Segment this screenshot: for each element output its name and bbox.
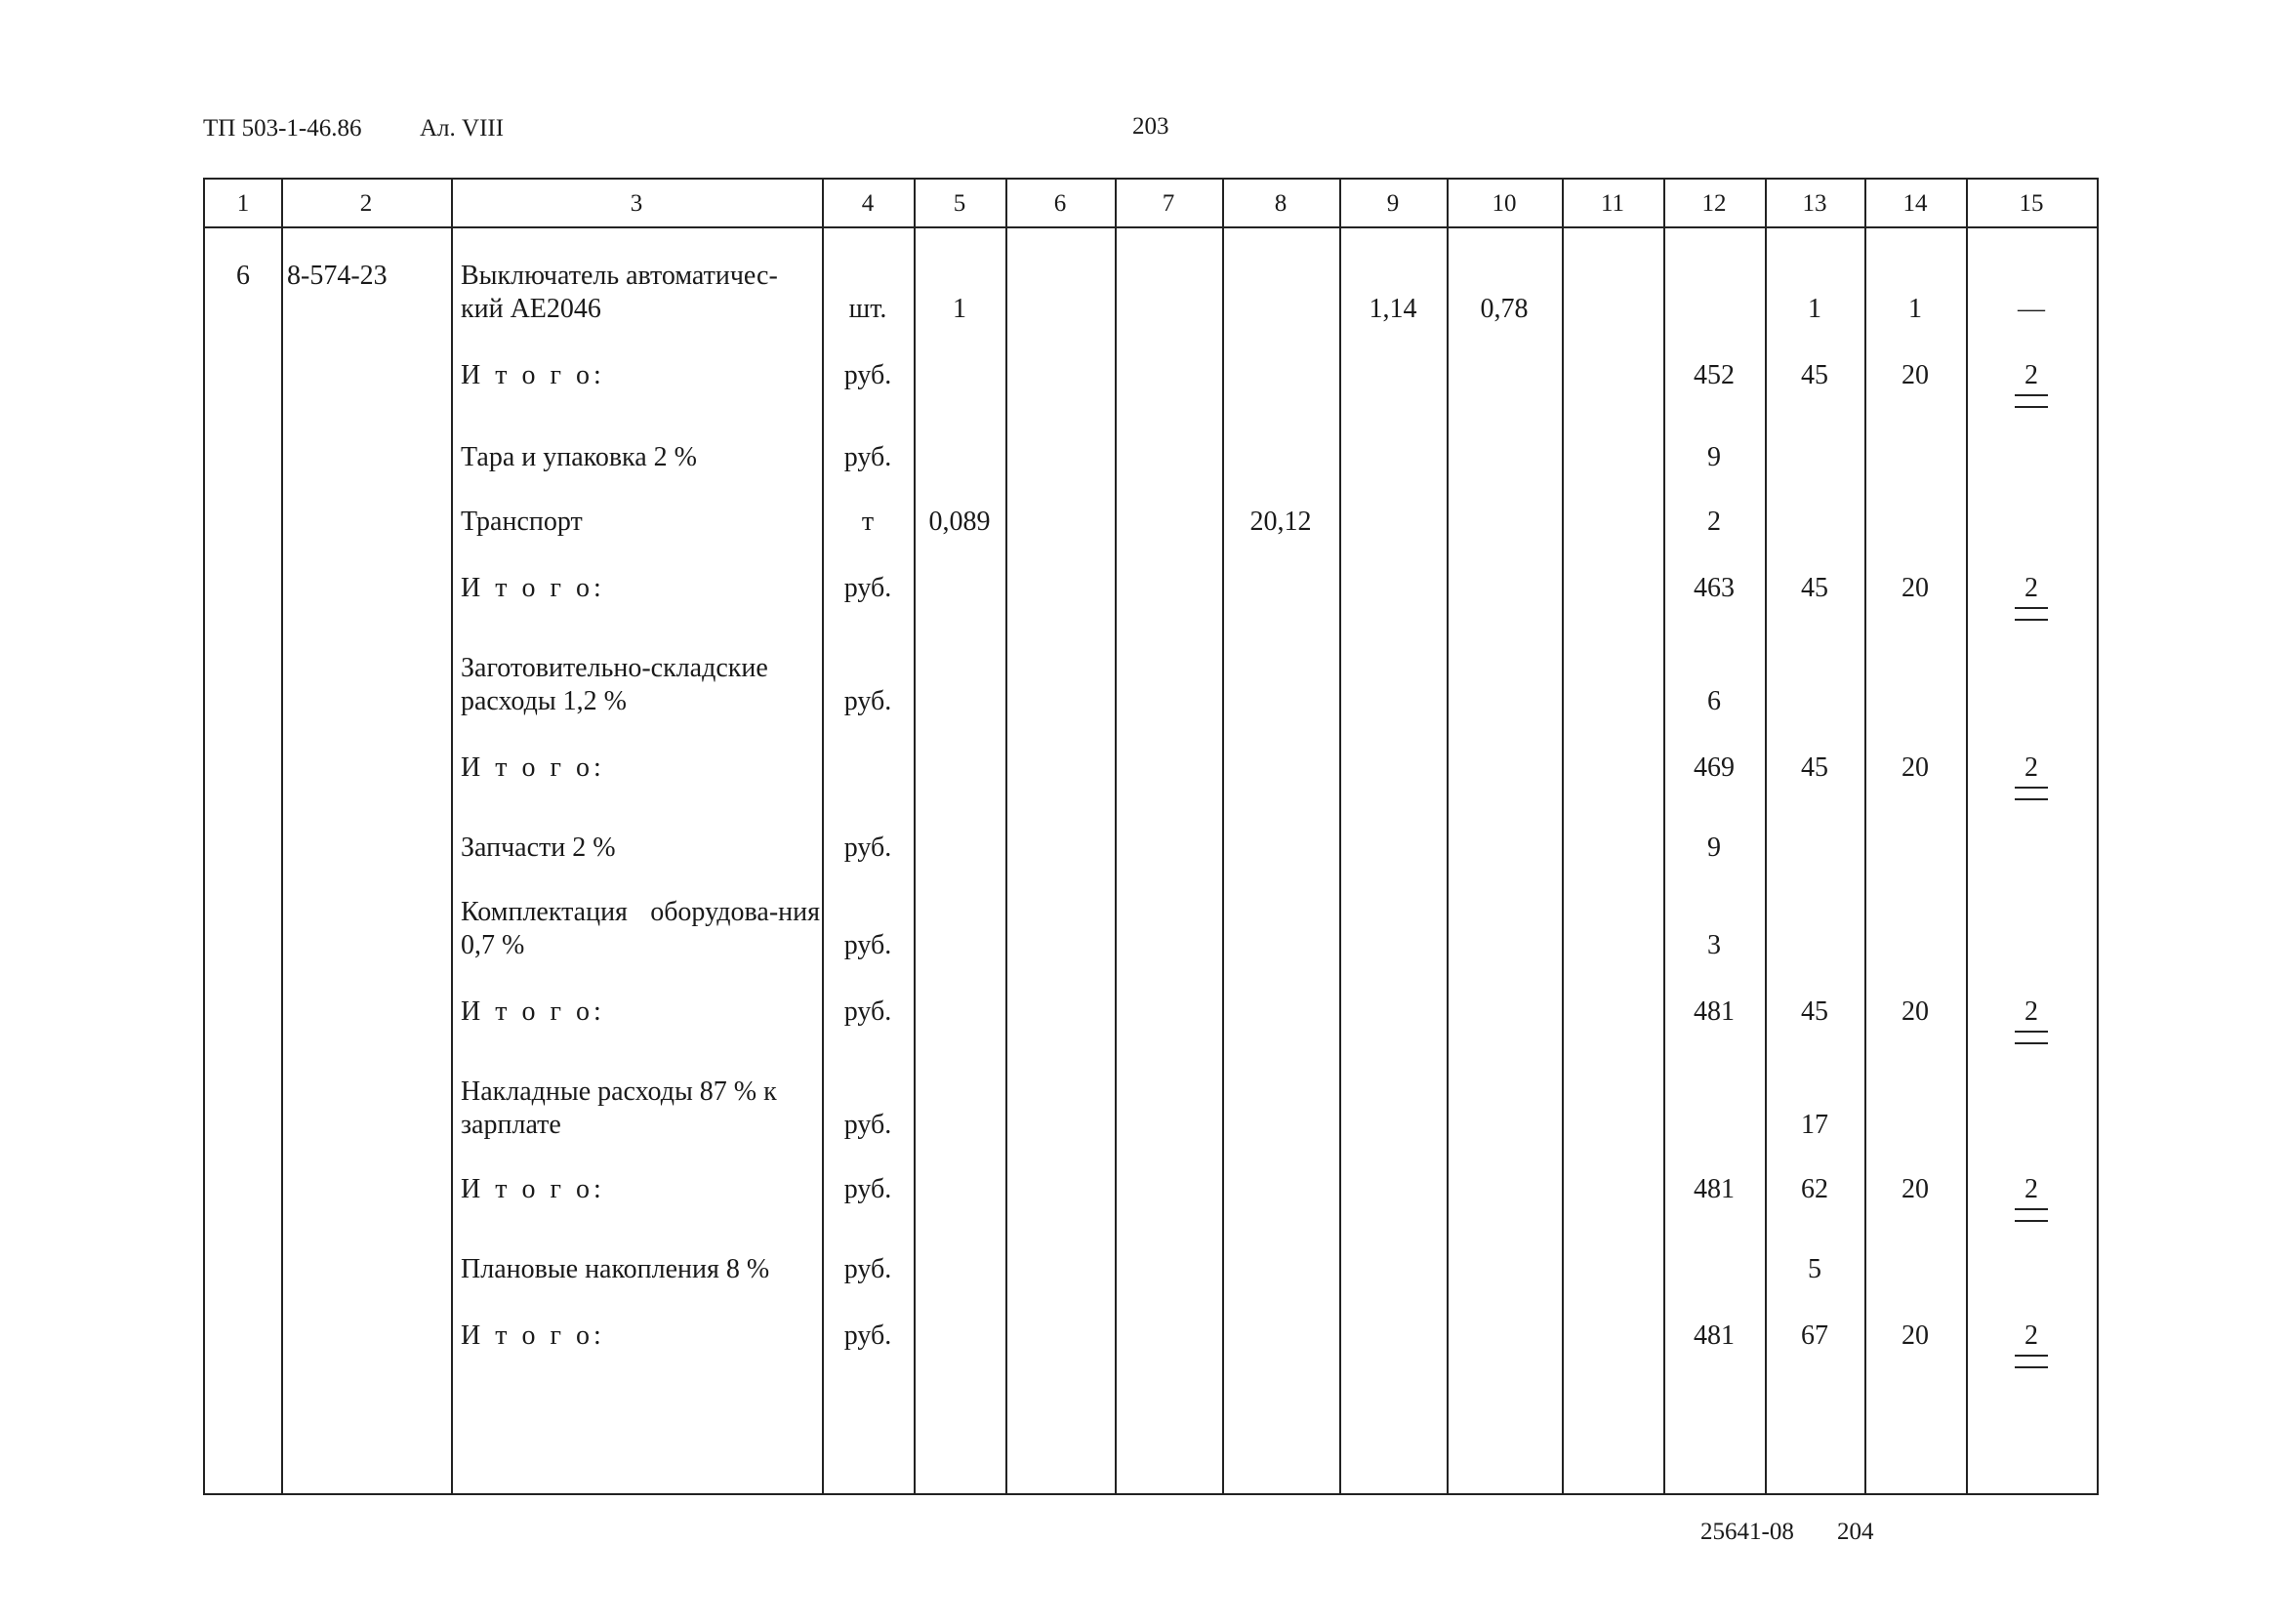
row-unit: руб. bbox=[843, 1110, 892, 1140]
value-col12: 469 bbox=[1694, 752, 1735, 783]
column-number: 10 bbox=[1492, 190, 1517, 217]
row-unit: руб. bbox=[843, 1174, 892, 1204]
column-number: 13 bbox=[1802, 190, 1827, 217]
column-number: 4 bbox=[861, 190, 875, 217]
value-col13: 45 bbox=[1801, 996, 1828, 1027]
row-label: Выключатель автоматичес-кий АЕ2046 bbox=[461, 261, 778, 324]
column-divider bbox=[1115, 180, 1117, 1493]
value-col15: 2 bbox=[1966, 995, 2097, 1044]
row-unit: руб. bbox=[843, 1254, 892, 1284]
column-divider bbox=[1447, 180, 1449, 1493]
value-col12: 481 bbox=[1694, 996, 1735, 1027]
value-col12: 3 bbox=[1707, 930, 1721, 960]
column-number: 7 bbox=[1162, 190, 1175, 217]
row-label: Запчасти 2 % bbox=[461, 832, 616, 863]
column-number: 14 bbox=[1902, 190, 1928, 217]
column-number: 1 bbox=[236, 190, 250, 217]
album-label: Ал. VIII bbox=[420, 115, 505, 142]
value-col12: 481 bbox=[1694, 1320, 1735, 1351]
subtotal-label: И т о г о: bbox=[461, 573, 605, 603]
value-col13: 1 bbox=[1808, 294, 1821, 324]
value-col14: 20 bbox=[1902, 1320, 1929, 1351]
row-unit: т bbox=[861, 507, 875, 537]
value-col13: 45 bbox=[1801, 360, 1828, 390]
row-label: Тара и упаковка 2 % bbox=[461, 442, 697, 472]
row-unit: руб. bbox=[843, 832, 892, 863]
value-col12: 6 bbox=[1707, 686, 1721, 716]
value-col12: 481 bbox=[1694, 1174, 1735, 1204]
value-col14: 20 bbox=[1902, 752, 1929, 783]
value-col13: 5 bbox=[1808, 1254, 1821, 1284]
row-label: Транспорт bbox=[461, 507, 583, 537]
row-unit: шт. bbox=[848, 294, 887, 324]
row-label: Заготовительно-складские расходы 1,2 % bbox=[461, 653, 768, 716]
value-col13: 45 bbox=[1801, 752, 1828, 783]
value-col14: 20 bbox=[1902, 1174, 1929, 1204]
value-col12: 463 bbox=[1694, 573, 1735, 603]
row-unit: руб. bbox=[843, 1320, 892, 1351]
value-col9: 1,14 bbox=[1369, 294, 1417, 324]
row-unit: руб. bbox=[843, 996, 892, 1027]
column-number: 5 bbox=[953, 190, 966, 217]
value-col15: — bbox=[2018, 294, 2045, 324]
column-divider bbox=[1222, 180, 1224, 1493]
value-col12: 2 bbox=[1707, 507, 1721, 537]
value-col14: 20 bbox=[1902, 996, 1929, 1027]
column-number: 11 bbox=[1600, 190, 1625, 217]
value-col12: 452 bbox=[1694, 360, 1735, 390]
footer-page-number: 204 bbox=[1837, 1519, 1874, 1545]
column-divider bbox=[1562, 180, 1564, 1493]
value-col14: 20 bbox=[1902, 360, 1929, 390]
value-col12: 9 bbox=[1707, 832, 1721, 863]
value-col15: 2 bbox=[1966, 572, 2097, 621]
page-number: 203 bbox=[1132, 113, 1169, 140]
value-col14: 20 bbox=[1902, 573, 1929, 603]
column-divider bbox=[281, 180, 283, 1493]
value-col10: 0,78 bbox=[1480, 294, 1529, 324]
column-divider bbox=[451, 180, 453, 1493]
estimate-table bbox=[203, 178, 2099, 1495]
quantity: 1 bbox=[953, 294, 966, 324]
header-divider bbox=[205, 226, 2097, 228]
column-number: 2 bbox=[359, 190, 373, 217]
quantity: 0,089 bbox=[928, 507, 991, 537]
column-divider bbox=[914, 180, 916, 1493]
price-code: 8-574-23 bbox=[287, 261, 388, 291]
row-unit: руб. bbox=[843, 573, 892, 603]
subtotal-label: И т о г о: bbox=[461, 1320, 605, 1351]
column-number: 8 bbox=[1274, 190, 1288, 217]
column-divider bbox=[1005, 180, 1007, 1493]
row-unit: руб. bbox=[843, 442, 892, 472]
column-number: 6 bbox=[1053, 190, 1067, 217]
column-number: 9 bbox=[1386, 190, 1400, 217]
subtotal-label: И т о г о: bbox=[461, 360, 605, 390]
value-col8: 20,12 bbox=[1249, 507, 1312, 537]
row-unit: руб. bbox=[843, 686, 892, 716]
value-col13: 62 bbox=[1801, 1174, 1828, 1204]
document-code: ТП 503-1-46.86 bbox=[203, 115, 362, 142]
column-divider bbox=[1339, 180, 1341, 1493]
footer-code: 25641-08 bbox=[1700, 1519, 1794, 1545]
value-col12: 9 bbox=[1707, 442, 1721, 472]
column-number: 3 bbox=[630, 190, 643, 217]
position-number: 6 bbox=[236, 261, 250, 291]
value-col13: 45 bbox=[1801, 573, 1828, 603]
value-col14: 1 bbox=[1908, 294, 1922, 324]
row-label: Комплектация оборудова-ния 0,7 % bbox=[461, 897, 820, 960]
subtotal-label: И т о г о: bbox=[461, 1174, 605, 1204]
value-col13: 17 bbox=[1801, 1110, 1828, 1140]
row-unit: руб. bbox=[843, 930, 892, 960]
row-label: Плановые накопления 8 % bbox=[461, 1254, 770, 1284]
row-label: Накладные расходы 87 % к зарплате bbox=[461, 1076, 777, 1140]
value-col15: 2 bbox=[1966, 1173, 2097, 1222]
subtotal-label: И т о г о: bbox=[461, 752, 605, 783]
column-number: 12 bbox=[1701, 190, 1727, 217]
value-col15: 2 bbox=[1966, 1320, 2097, 1368]
subtotal-label: И т о г о: bbox=[461, 996, 605, 1027]
column-number: 15 bbox=[2019, 190, 2044, 217]
value-col15: 2 bbox=[1966, 359, 2097, 408]
row-unit: руб. bbox=[843, 360, 892, 390]
value-col15: 2 bbox=[1966, 751, 2097, 800]
value-col13: 67 bbox=[1801, 1320, 1828, 1351]
